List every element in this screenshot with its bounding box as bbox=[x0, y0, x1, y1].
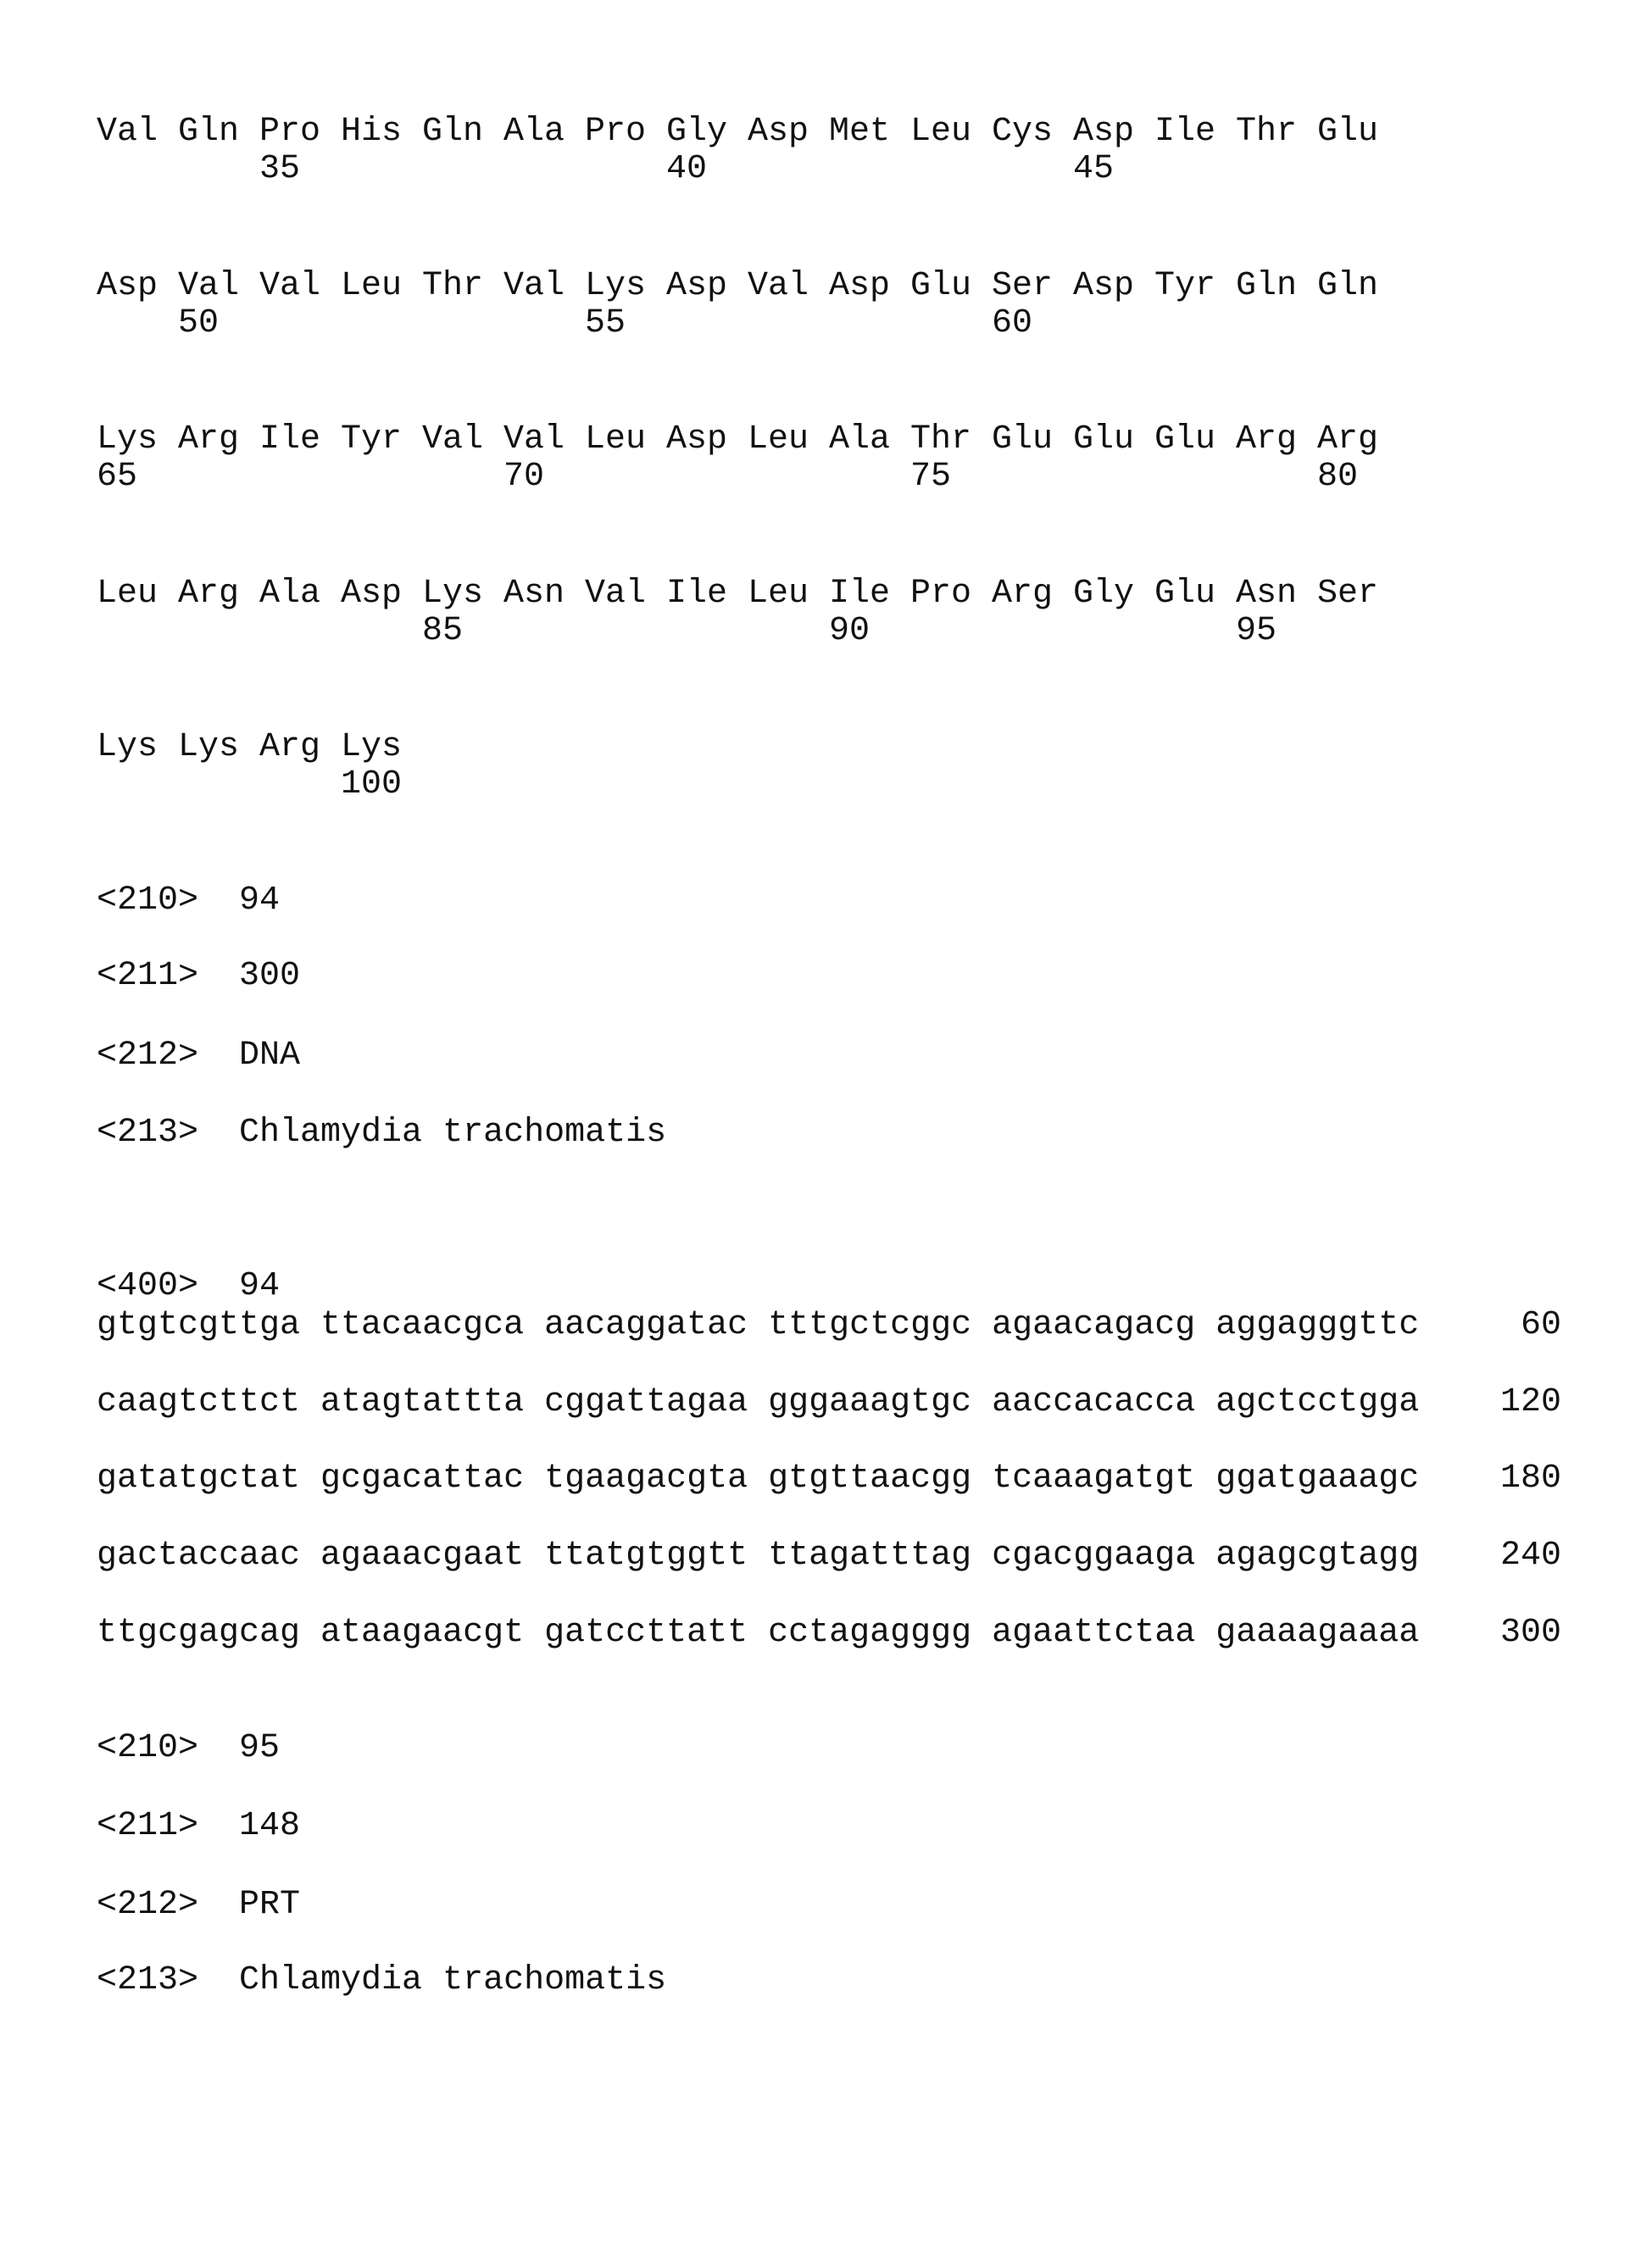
dna-position-number: 180 bbox=[97, 1462, 1561, 1496]
residue: Val bbox=[259, 270, 320, 303]
residue: Thr bbox=[1236, 115, 1297, 149]
residue: Asp bbox=[666, 270, 727, 303]
dna-sequence-line: gactaccaac agaaacgaat ttatgtggtt ttagatttag cgacggaaga agagcgtagg bbox=[97, 1539, 1419, 1573]
length-field: <211> 300 bbox=[97, 959, 300, 993]
residue: Lys bbox=[97, 423, 158, 457]
residue: Ile bbox=[1154, 115, 1215, 149]
organism-field: <213> Chlamydia trachomatis bbox=[97, 1964, 666, 1998]
residue-number: 35 bbox=[259, 153, 300, 186]
residue: Met bbox=[829, 115, 890, 149]
residue: Val bbox=[503, 270, 565, 303]
residue: Arg bbox=[259, 731, 320, 765]
residue: Asn bbox=[1236, 577, 1297, 611]
residue: Asp bbox=[1073, 270, 1134, 303]
residue-number: 70 bbox=[503, 460, 544, 494]
residue: Lys bbox=[585, 270, 646, 303]
residue: Lys bbox=[97, 731, 158, 765]
residue: Leu bbox=[97, 577, 158, 611]
residue-number: 95 bbox=[1236, 614, 1277, 648]
seq-id-field: <210> 95 bbox=[97, 1732, 280, 1765]
dna-sequence-line: gtgtcgttga ttacaacgca aacaggatac tttgctcggc agaacagacg aggagggttc bbox=[97, 1309, 1419, 1343]
residue-number: 80 bbox=[1317, 460, 1358, 494]
residue: Lys bbox=[178, 731, 239, 765]
residue-number: 75 bbox=[910, 460, 951, 494]
residue: Arg bbox=[992, 577, 1053, 611]
residue: Leu bbox=[748, 423, 809, 457]
residue-number: 90 bbox=[829, 614, 870, 648]
residue: Glu bbox=[1073, 423, 1134, 457]
residue: Asn bbox=[503, 577, 565, 611]
residue: Ser bbox=[992, 270, 1053, 303]
residue: Lys bbox=[422, 577, 483, 611]
residue: Pro bbox=[259, 115, 320, 149]
residue-number: 40 bbox=[666, 153, 707, 186]
residue: Asp bbox=[1073, 115, 1134, 149]
dna-sequence-line: gatatgctat gcgacattac tgaagacgta gtgttaacgg tcaaagatgt ggatgaaagc bbox=[97, 1462, 1419, 1496]
residue: Glu bbox=[910, 270, 971, 303]
sequence-header: <400> 94 bbox=[97, 1270, 280, 1304]
residue: Ile bbox=[259, 423, 320, 457]
residue: Ile bbox=[666, 577, 727, 611]
residue: Asp bbox=[829, 270, 890, 303]
residue: Thr bbox=[422, 270, 483, 303]
residue: Ser bbox=[1317, 577, 1378, 611]
residue: Val bbox=[585, 577, 646, 611]
residue-number: 85 bbox=[422, 614, 463, 648]
residue: Val bbox=[748, 270, 809, 303]
residue: Leu bbox=[748, 577, 809, 611]
residue: Val bbox=[422, 423, 483, 457]
residue: Gln bbox=[178, 115, 239, 149]
residue: Gly bbox=[666, 115, 727, 149]
organism-field: <213> Chlamydia trachomatis bbox=[97, 1116, 666, 1150]
residue-number: 55 bbox=[585, 307, 626, 341]
residue: Tyr bbox=[1154, 270, 1215, 303]
dna-sequence-line: caagtcttct atagtattta cggattagaa gggaaagtgc aaccacacca agctcctgga bbox=[97, 1386, 1419, 1420]
residue: Pro bbox=[585, 115, 646, 149]
residue: Arg bbox=[178, 577, 239, 611]
residue: Ala bbox=[829, 423, 890, 457]
residue: Ile bbox=[829, 577, 890, 611]
residue: Val bbox=[97, 115, 158, 149]
residue: Leu bbox=[585, 423, 646, 457]
seq-id-field: <210> 94 bbox=[97, 884, 280, 918]
residue: Cys bbox=[992, 115, 1053, 149]
residue: Val bbox=[503, 423, 565, 457]
dna-position-number: 120 bbox=[97, 1386, 1561, 1420]
residue: Glu bbox=[1154, 423, 1215, 457]
type-field: <212> PRT bbox=[97, 1888, 300, 1922]
residue: Pro bbox=[910, 577, 971, 611]
residue: Gln bbox=[1236, 270, 1297, 303]
residue: Thr bbox=[910, 423, 971, 457]
residue: Arg bbox=[1236, 423, 1297, 457]
residue: Glu bbox=[1317, 115, 1378, 149]
residue: His bbox=[341, 115, 402, 149]
residue: Val bbox=[178, 270, 239, 303]
type-field: <212> DNA bbox=[97, 1039, 300, 1073]
residue: Ala bbox=[503, 115, 565, 149]
residue-number: 60 bbox=[992, 307, 1032, 341]
residue: Ala bbox=[259, 577, 320, 611]
residue: Arg bbox=[1317, 423, 1378, 457]
dna-position-number: 300 bbox=[97, 1616, 1561, 1650]
dna-sequence-line: ttgcgagcag ataagaacgt gatccttatt cctagagggg agaattctaa gaaaagaaaa bbox=[97, 1616, 1419, 1650]
residue-number: 50 bbox=[178, 307, 219, 341]
length-field: <211> 148 bbox=[97, 1810, 300, 1843]
residue: Leu bbox=[341, 270, 402, 303]
residue-number: 45 bbox=[1073, 153, 1114, 186]
residue: Arg bbox=[178, 423, 239, 457]
dna-position-number: 240 bbox=[97, 1539, 1561, 1573]
dna-position-number: 60 bbox=[97, 1309, 1561, 1343]
residue: Leu bbox=[910, 115, 971, 149]
residue: Lys bbox=[341, 731, 402, 765]
residue: Tyr bbox=[341, 423, 402, 457]
residue: Asp bbox=[666, 423, 727, 457]
residue: Glu bbox=[1154, 577, 1215, 611]
residue: Asp bbox=[97, 270, 158, 303]
residue: Gly bbox=[1073, 577, 1134, 611]
residue: Gln bbox=[422, 115, 483, 149]
residue: Gln bbox=[1317, 270, 1378, 303]
residue-number: 100 bbox=[341, 768, 402, 802]
residue: Glu bbox=[992, 423, 1053, 457]
residue-number: 65 bbox=[97, 460, 137, 494]
residue: Asp bbox=[748, 115, 809, 149]
residue: Asp bbox=[341, 577, 402, 611]
